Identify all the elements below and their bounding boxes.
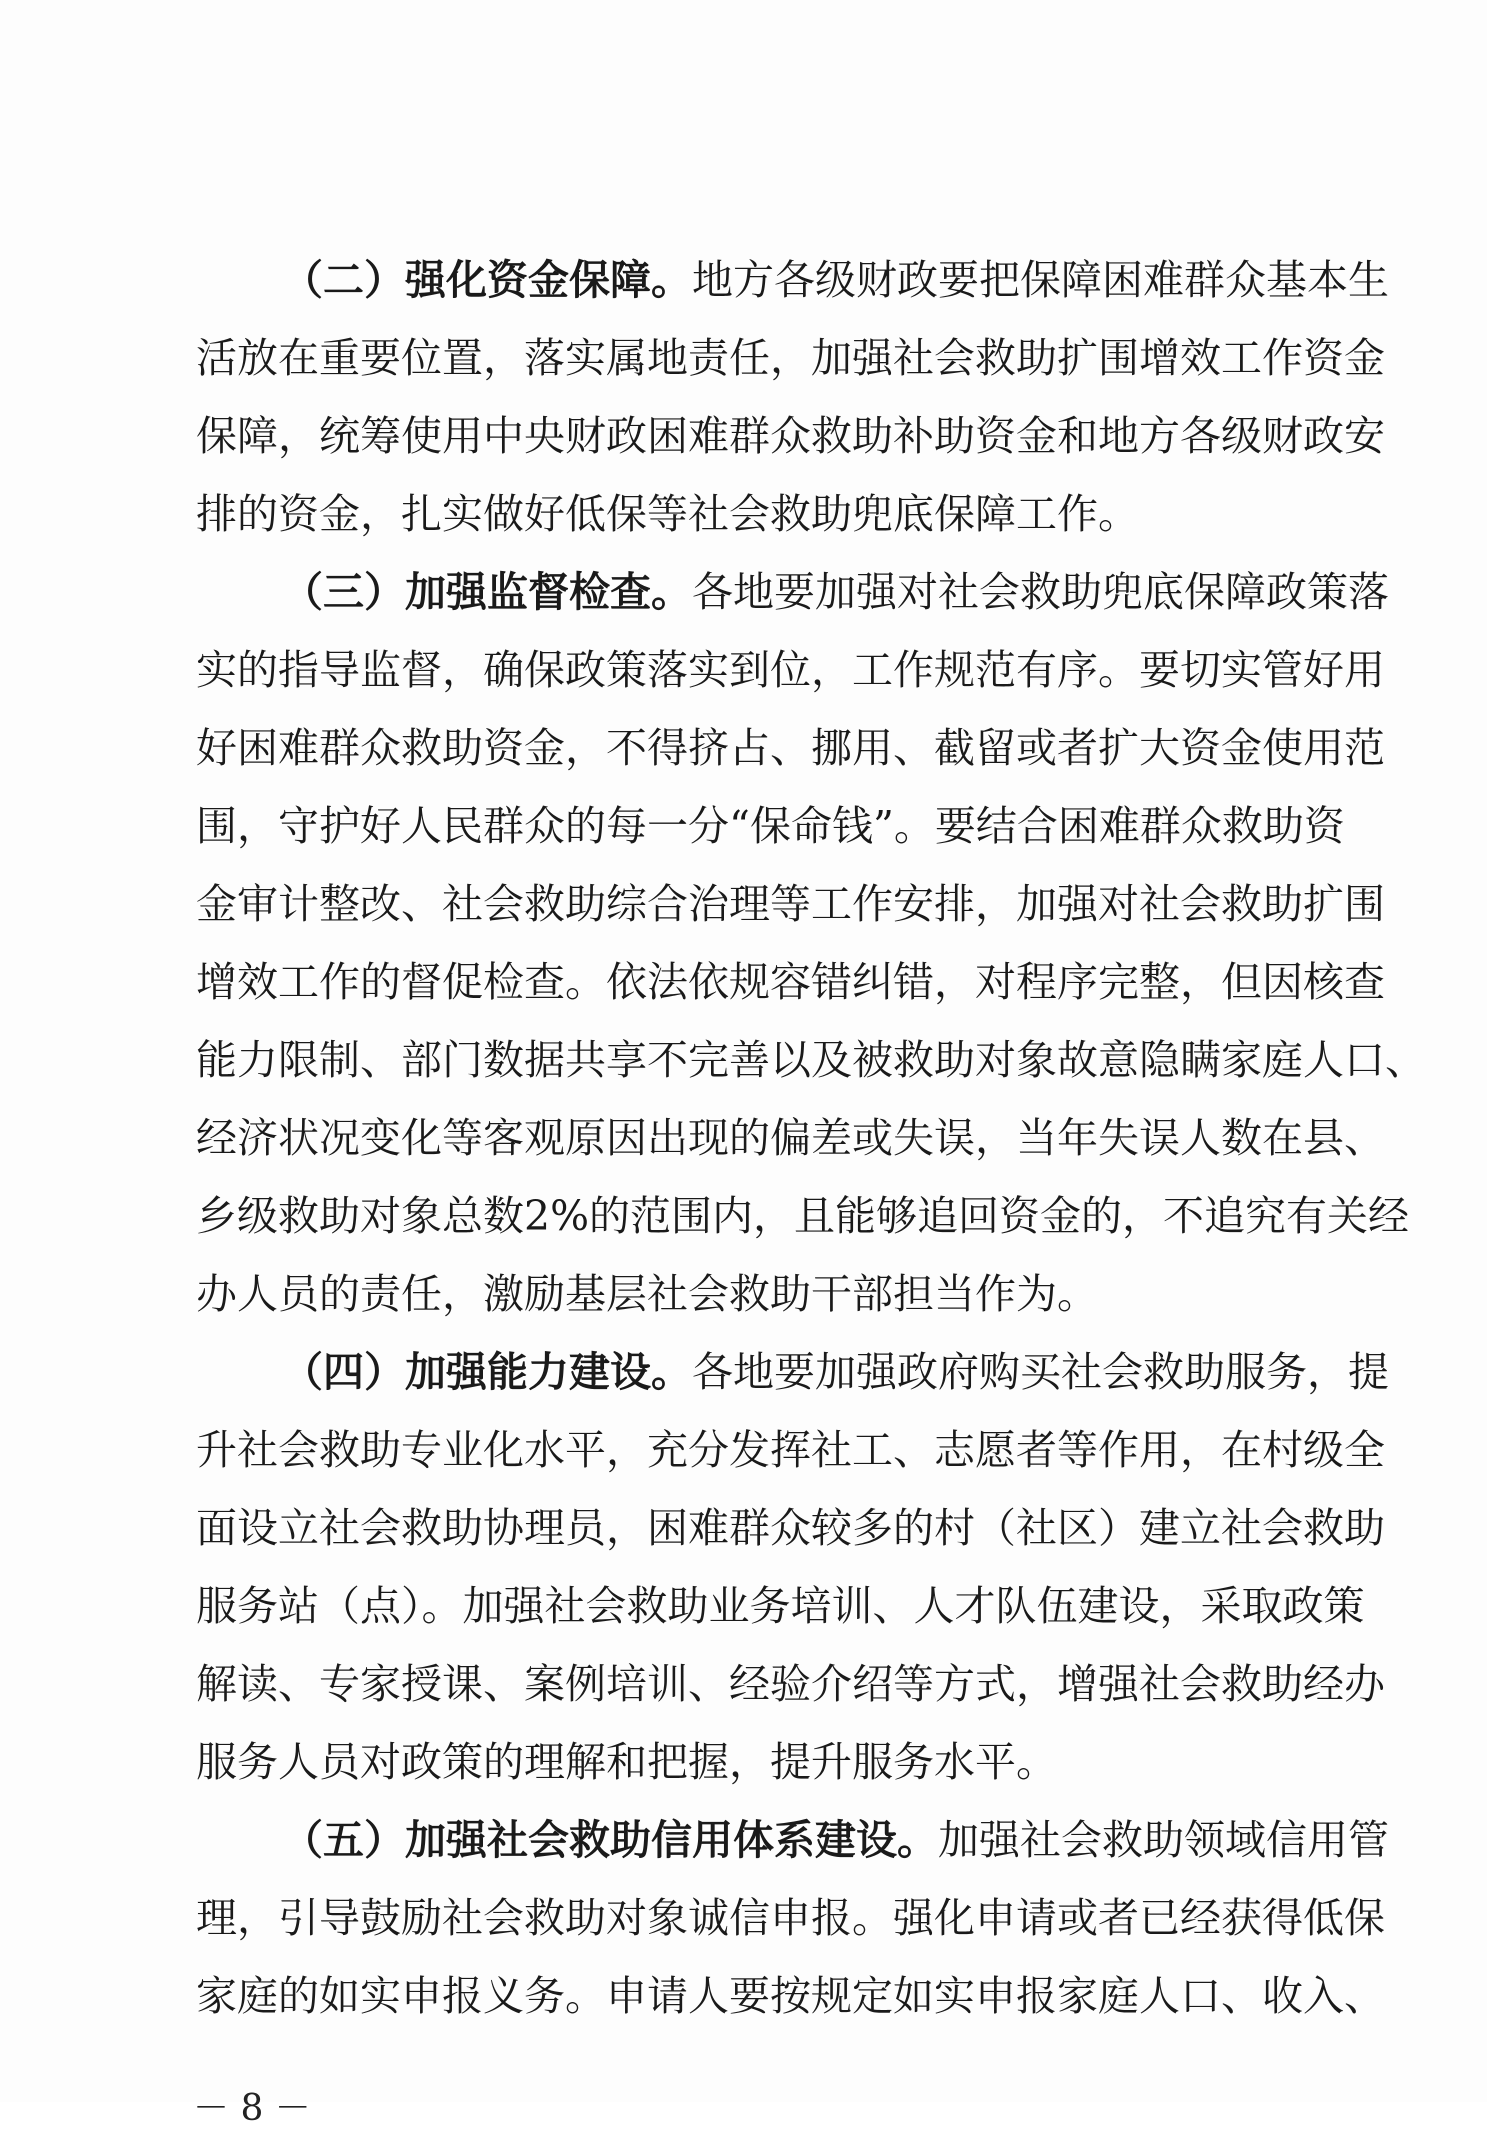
paragraph-line: 理，引导鼓励社会救助对象诚信申报。强化申请或者已经获得低保 xyxy=(196,1894,1385,1942)
paragraph-line xyxy=(282,562,1389,622)
paragraph-line xyxy=(282,250,1389,310)
paragraph-text: 地方各级财政要把保障困难群众基本生 xyxy=(692,256,1389,304)
paragraph-line: 能力限制、部门数据共享不完善以及被救助对象故意隐瞒家庭人口、 xyxy=(196,1036,1426,1084)
paragraph-text: 加强社会救助领域信用管 xyxy=(938,1816,1389,1864)
section-heading: （三）加强监督检查。 xyxy=(282,568,692,616)
paragraph-line: 经济状况变化等客观原因出现的偏差或失误，当年失误人数在县、 xyxy=(196,1114,1385,1162)
paragraph-line: 保障，统筹使用中央财政困难群众救助补助资金和地方各级财政安 xyxy=(196,412,1385,460)
paragraph-line: 增效工作的督促检查。依法依规容错纠错，对程序完整，但因核查 xyxy=(196,958,1385,1006)
paragraph-line: 活放在重要位置，落实属地责任，加强社会救助扩围增效工作资金 xyxy=(196,334,1385,382)
paragraph-text: 各地要加强对社会救助兜底保障政策落 xyxy=(692,568,1389,616)
paragraph-line: 排的资金，扎实做好低保等社会救助兜底保障工作。 xyxy=(196,490,1139,538)
section-heading: （五）加强社会救助信用体系建设。 xyxy=(282,1816,938,1864)
section-heading: （四）加强能力建设。 xyxy=(282,1348,692,1396)
section-heading: （二）强化资金保障。 xyxy=(282,256,692,304)
paragraph-line: 家庭的如实申报义务。申请人要按规定如实申报家庭人口、收入、 xyxy=(196,1972,1385,2020)
paragraph-text: 各地要加强政府购买社会救助服务，提 xyxy=(692,1348,1389,1396)
paragraph-line xyxy=(282,1342,1389,1402)
paragraph-line: 办人员的责任，激励基层社会救助干部担当作为。 xyxy=(196,1270,1098,1318)
paragraph-line: 围，守护好人民群众的每一分“保命钱”。要结合困难群众救助资 xyxy=(196,802,1345,850)
paragraph-line: 面设立社会救助协理员，困难群众较多的村（社区）建立社会救助 xyxy=(196,1504,1385,1552)
page-number: － 8 － xyxy=(193,2088,311,2129)
paragraph-line: 实的指导监督，确保政策落实到位，工作规范有序。要切实管好用 xyxy=(196,646,1385,694)
paragraph-line: 服务人员对政策的理解和把握，提升服务水平。 xyxy=(196,1738,1057,1786)
paragraph-line xyxy=(282,1810,1389,1870)
paragraph-line: 解读、专家授课、案例培训、经验介绍等方式，增强社会救助经办 xyxy=(196,1660,1385,1708)
paragraph-line: 好困难群众救助资金，不得挤占、挪用、截留或者扩大资金使用范 xyxy=(196,724,1385,772)
paragraph-line: 乡级救助对象总数2%的范围内，且能够追回资金的，不追究有关经 xyxy=(196,1192,1410,1240)
paragraph-line: 服务站（点）。加强社会救助业务培训、人才队伍建设，采取政策 xyxy=(196,1582,1365,1630)
paragraph-line: 升社会救助专业化水平，充分发挥社工、志愿者等作用，在村级全 xyxy=(196,1426,1385,1474)
paragraph-line: 金审计整改、社会救助综合治理等工作安排，加强对社会救助扩围 xyxy=(196,880,1385,928)
